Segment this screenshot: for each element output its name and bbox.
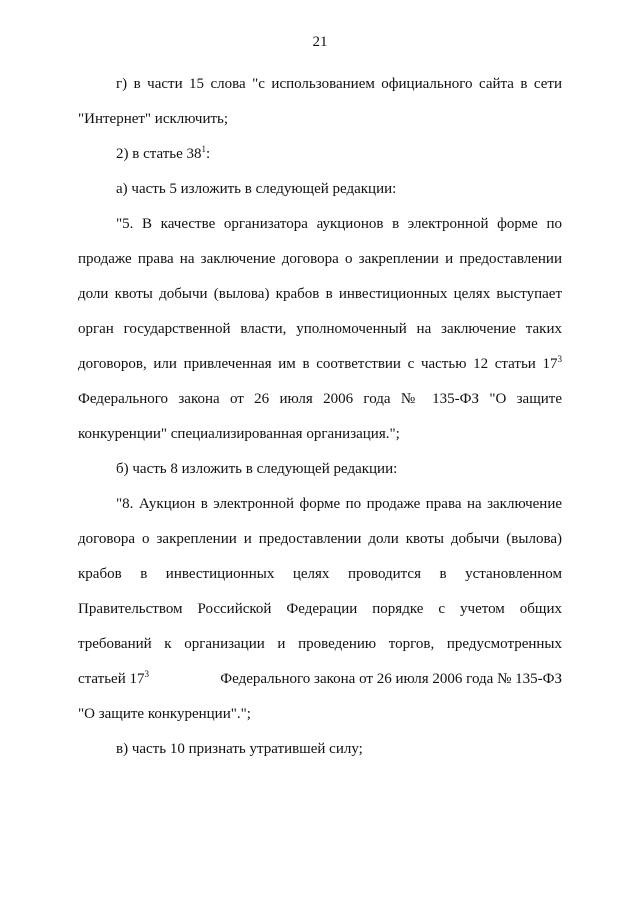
text-line: требований к организации и проведению торгов, предусмотренных — [78, 636, 562, 652]
text-span: 2) в статье 38 — [116, 146, 202, 162]
superscript: 1 — [201, 144, 207, 154]
text-line: орган государственной власти, уполномоченный на заключение таких — [78, 321, 562, 337]
text-line: в) часть 10 признать утратившей силу; — [116, 741, 363, 757]
superscript: 3 — [144, 669, 149, 679]
text-line: Правительством Российской Федерации порядке с учетом общих — [78, 601, 562, 617]
text-line: "Интернет" исключить; — [78, 111, 229, 127]
text-line: а) часть 5 изложить в следующей редакции: — [116, 181, 397, 197]
text-span — [78, 670, 149, 688]
text-line — [78, 355, 562, 373]
text-line: "5. В качестве организатора аукционов в электронной форме по — [116, 216, 562, 232]
text-span: договоров, или привлеченная им в соответствии с частью 12 статьи 17 — [78, 356, 558, 372]
text-line: договора о закреплении и предоставлении доли квоты добычи (вылова) — [78, 531, 562, 547]
text-line: доли квоты добычи (вылова) крабов в инвестиционных целях выступает — [78, 286, 562, 302]
superscript: 3 — [557, 354, 562, 364]
text-line: продаже права на заключение договора о закреплении и предоставлении — [78, 251, 562, 267]
text-line: б) часть 8 изложить в следующей редакции: — [116, 461, 398, 477]
text-line: конкуренции" специализированная организация."; — [78, 426, 400, 442]
text-line: Федерального закона от 26 июля 2006 года № 135-ФЗ "О защите — [78, 391, 562, 407]
text-span: статьей 17 — [78, 671, 145, 687]
text-line — [78, 670, 562, 688]
text-line — [116, 145, 562, 163]
text-line: крабов в инвестиционных целях проводится в установленном — [78, 566, 562, 582]
text-line: "О защите конкуренции"."; — [78, 706, 251, 722]
text-span: Федерального закона от 26 июля 2006 года № 135-ФЗ — [220, 671, 562, 687]
text-span: : — [206, 146, 211, 162]
text-line: "8. Аукцион в электронной форме по продаже права на заключение — [116, 496, 562, 512]
page-number: 21 — [312, 34, 328, 50]
text-line: г) в части 15 слова "с использованием официального сайта в сети — [116, 76, 562, 92]
